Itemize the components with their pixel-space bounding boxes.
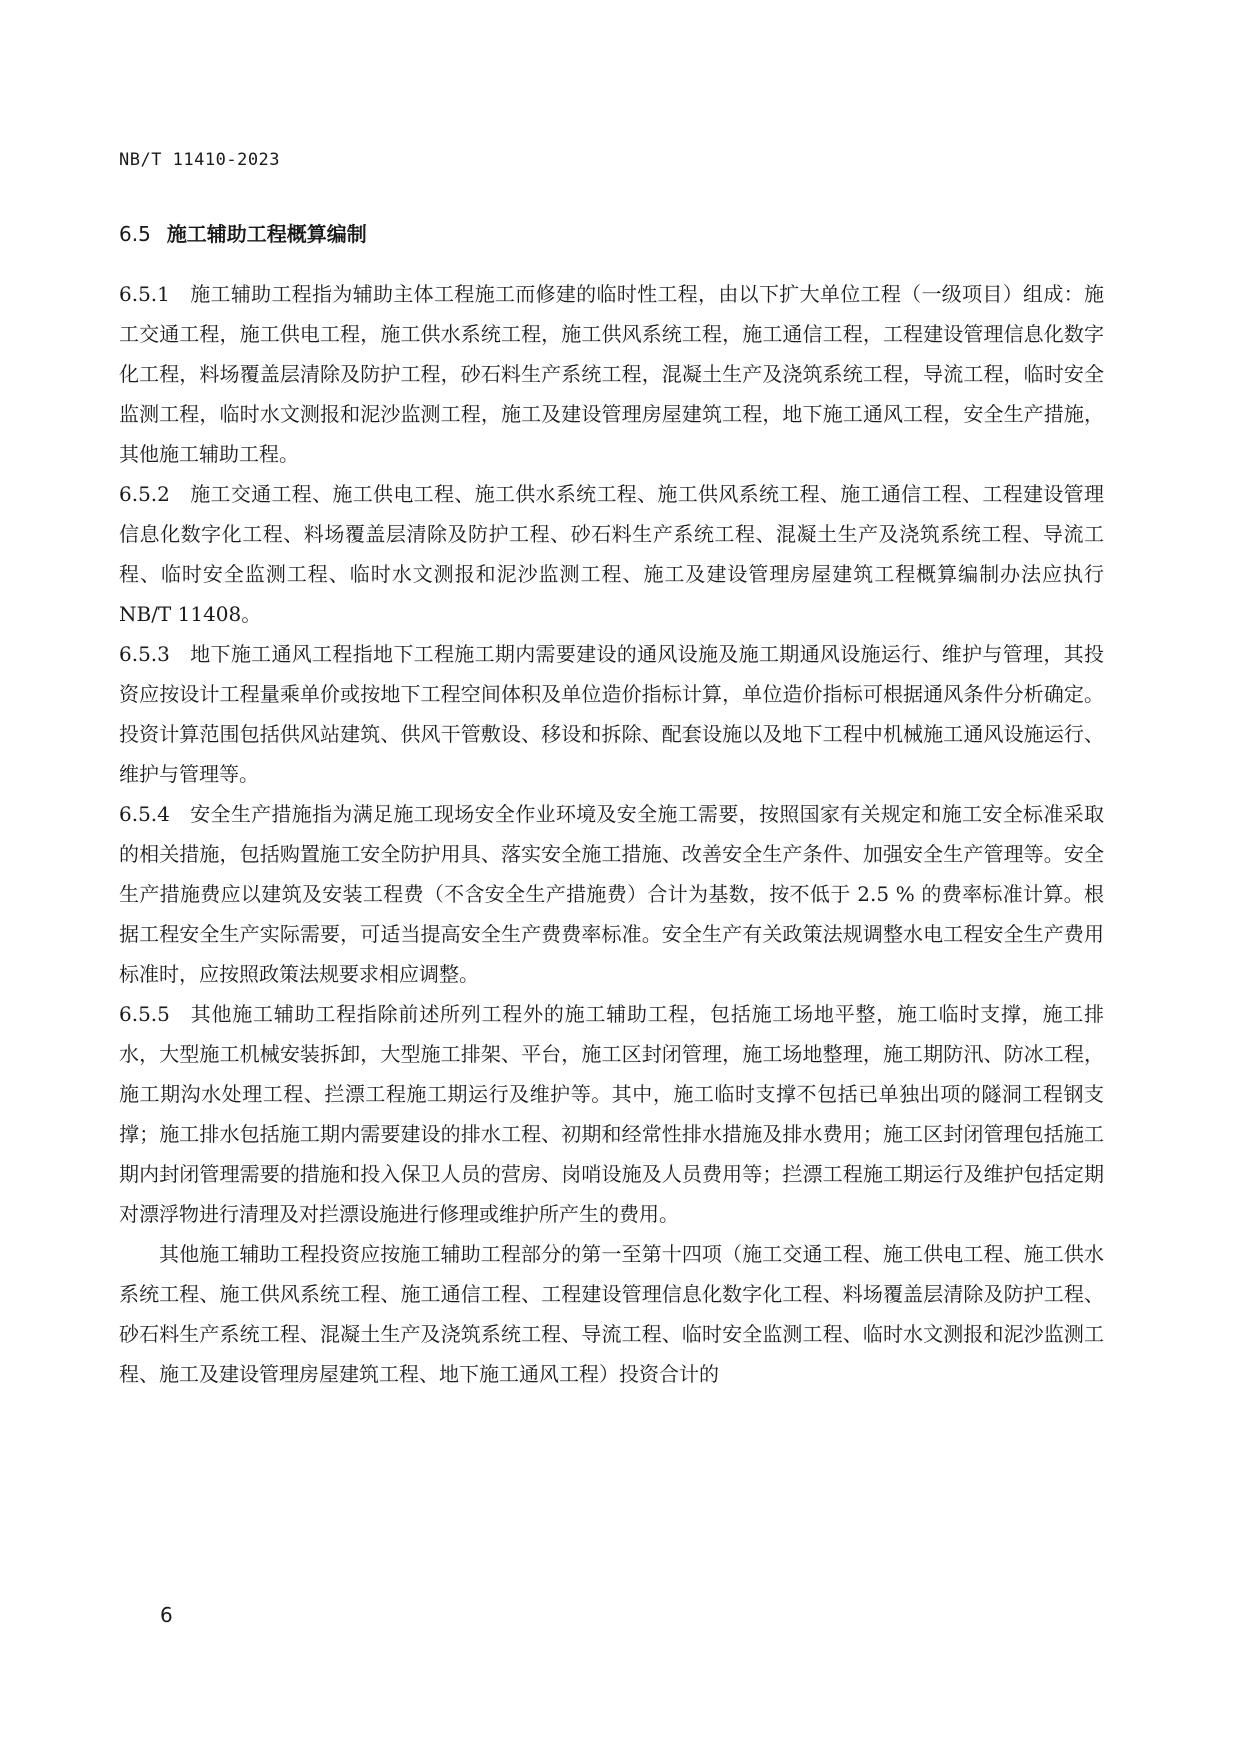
clause-6-5-3 — [119, 634, 1104, 794]
clause-text: 施工交通工程、施工供电工程、施工供水系统工程、施工供风系统工程、施工通信工程、工程建设管理信息化数字化工程、料场覆盖层清除及防护工程、砂石料生产系统工程、混凝土生产及浇筑系统工程、导流工程、临时安全监测工程、临时水文测报和泥沙监测工程、施工及建设管理房屋建筑工程概算编制办法应执行 NB/T 11408。 — [119, 482, 1104, 626]
clause-6-5-1 — [119, 274, 1104, 474]
body-text — [119, 274, 1104, 1394]
clause-number: 6.5.5 — [119, 1002, 170, 1026]
clause-number: 6.5.2 — [119, 482, 170, 506]
page-number: 6 — [160, 1603, 173, 1627]
clause-text: 地下施工通风工程指地下工程施工期内需要建设的通风设施及施工期通风设施运行、维护与管理，其投资应按设计工程量乘单价或按地下工程空间体积及单位造价指标计算，单位造价指标可根据通风条件分析确定。投资计算范围包括供风站建筑、供风干管敷设、移设和拆除、配套设施以及地下工程中机械施工通风设施运行、维护与管理等。 — [119, 642, 1104, 786]
standard-code: NB/T 11410-2023 — [119, 150, 281, 170]
clause-text: 其他施工辅助工程指除前述所列工程外的施工辅助工程，包括施工场地平整，施工临时支撑，施工排水，大型施工机械安装拆卸，大型施工排架、平台，施工区封闭管理，施工场地整理，施工期防汛、防冰工程，施工期沟水处理工程、拦漂工程施工期运行及维护等。其中，施工临时支撑不包括已单独出项的隧洞工程钢支撑；施工排水包括施工期内需要建设的排水工程、初期和经常性排水措施及排水费用；施工区封闭管理包括施工期内封闭管理需要的措施和投入保卫人员的营房、岗哨设施及人员费用等；拦漂工程施工期运行及维护包括定期对漂浮物进行清理及对拦漂设施进行修理或维护所产生的费用。 — [119, 1002, 1104, 1226]
clause-6-5-4 — [119, 794, 1104, 994]
clause-6-5-2 — [119, 474, 1104, 634]
clause-number: 6.5.1 — [119, 282, 170, 306]
section-heading — [119, 218, 367, 247]
clause-number: 6.5.3 — [119, 642, 170, 666]
section-title: 施工辅助工程概算编制 — [166, 222, 367, 246]
clause-text: 安全生产措施指为满足施工现场安全作业环境及安全施工需要，按照国家有关规定和施工安全标准采取的相关措施，包括购置施工安全防护用具、落实安全施工措施、改善安全生产条件、加强安全生产管理等。安全生产措施费应以建筑及安装工程费（不含安全生产措施费）合计为基数，按不低于 2.5 % 的费率标准计算。根据工程安全生产实际需要，可适当提高安全生产费费率标准。安全生产有关政策法规调整水电工程安全生产费用标准时，应按照政策法规要求相应调整。 — [119, 802, 1104, 986]
continuation-paragraph: 其他施工辅助工程投资应按施工辅助工程部分的第一至第十四项（施工交通工程、施工供电工程、施工供水系统工程、施工供风系统工程、施工通信工程、工程建设管理信息化数字化工程、料场覆盖层清除及防护工程、砂石料生产系统工程、混凝土生产及浇筑系统工程、导流工程、临时安全监测工程、临时水文测报和泥沙监测工程、施工及建设管理房屋建筑工程、地下施工通风工程）投资合计的 — [119, 1242, 1104, 1386]
clause-number: 6.5.4 — [119, 802, 170, 826]
clause-text: 施工辅助工程指为辅助主体工程施工而修建的临时性工程，由以下扩大单位工程（一级项目）组成：施工交通工程，施工供电工程，施工供水系统工程，施工供风系统工程，施工通信工程，工程建设管理信息化数字化工程，料场覆盖层清除及防护工程，砂石料生产系统工程，混凝土生产及浇筑系统工程，导流工程，临时安全监测工程，临时水文测报和泥沙监测工程，施工及建设管理房屋建筑工程，地下施工通风工程，安全生产措施，其他施工辅助工程。 — [119, 282, 1104, 466]
section-number: 6.5 — [119, 222, 151, 246]
clause-6-5-5 — [119, 994, 1104, 1234]
